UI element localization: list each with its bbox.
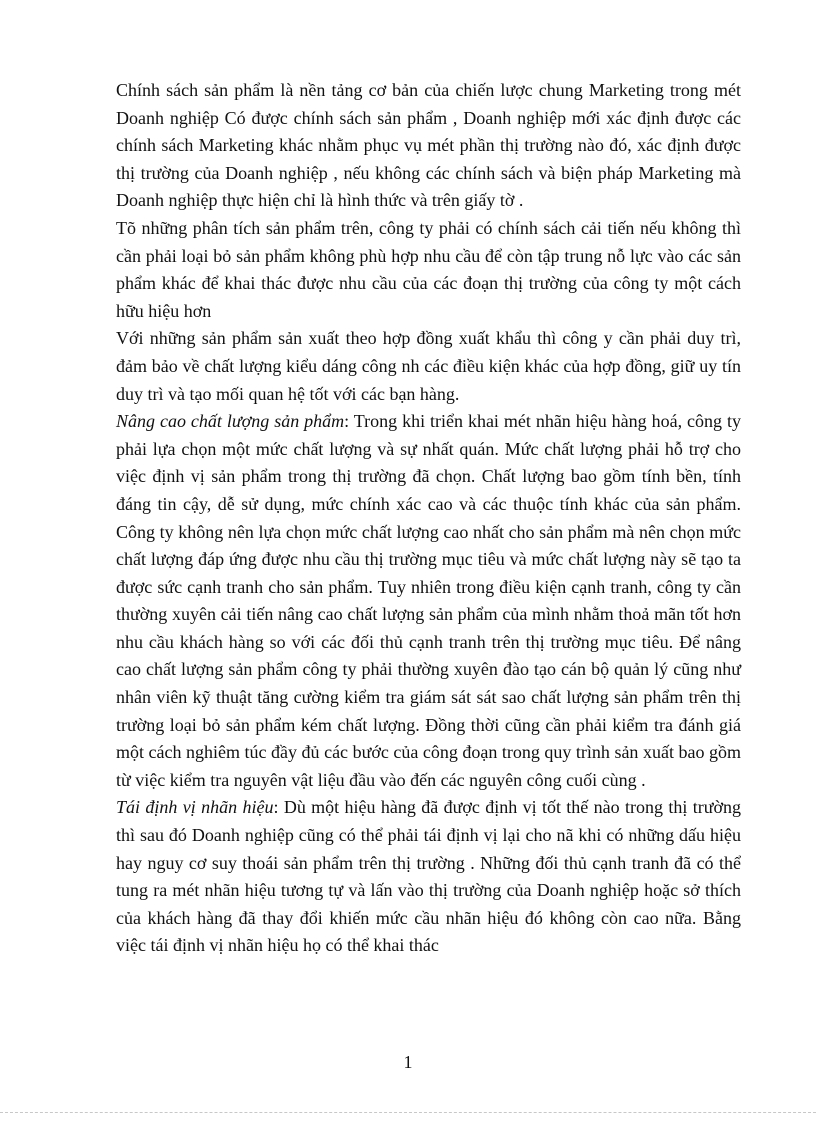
paragraph-text: Với những sản phẩm sản xuất theo hợp đồng xuất khẩu thì công y cần phải duy trì, đảm bảo về chất lượng kiểu dáng công nh các điều kiện khác của hợp đồng, giữ uy tín duy trì và tạo mối quan hệ tốt với các bạn hàng. <box>116 328 741 404</box>
page-bottom-divider <box>0 1112 816 1113</box>
paragraph-product-analysis <box>116 215 741 325</box>
paragraph-product-policy <box>116 77 741 215</box>
paragraph-export-contract <box>116 325 741 408</box>
paragraph-text: Chính sách sản phẩm là nền tảng cơ bản của chiến lược chung Marketing trong mét Doanh nghiệp Có được chính sách sản phẩm , Doanh nghiệp mới xác định được các chính sách Marketing khác nhằm phục vụ mét phần thị trường nào đó, xác định được thị trường của Doanh nghiệp , nếu không các chính sách và biện pháp Marketing mà Doanh nghiệp thực hiện chỉ là hình thức và trên giấy tờ . <box>116 80 741 211</box>
body-text <box>116 77 741 960</box>
paragraph-quality-improvement <box>116 408 741 794</box>
paragraph-text: : Trong khi triển khai mét nhãn hiệu hàng hoá, công ty phải lựa chọn một mức chất lượng và sự nhất quán. Mức chất lượng phải hỗ trợ cho việc định vị sản phẩm trong thị trường đã chọn. Chất lượng bao gồm tính bền, tính đáng tin cậy, dễ sử dụng, mức chính xác cao và các thuộc tính khác của sản phẩm. Công ty không nên lựa chọn mức chất lượng cao nhất cho sản phẩm mà nên chọn mức chất lượng đáp ứng được nhu cầu thị trường mục tiêu và mức chất lượng này sẽ tạo ta được sức cạnh tranh cho sản phẩm. Tuy nhiên trong điều kiện cạnh tranh, công ty cần thường xuyên cải tiến nâng cao chất lượng sản phẩm của mình nhằm thoả mãn tốt hơn nhu cầu khách hàng so với các đối thủ cạnh tranh trên thị trường mục tiêu. Để nâng cao chất lượng sản phẩm công ty phải thường xuyên đào tạo cán bộ quản lý cũng như nhân viên kỹ thuật tăng cường kiểm tra giám sát sát sao chất lượng sản phẩm trên thị trường loại bỏ sản phẩm kém chất lượng. Đồng thời cũng cần phải kiểm tra đánh giá một cách nghiêm túc đầy đủ các bước của công đoạn trong quy trình sản xuất bao gồm từ việc kiểm tra nguyên vật liệu đầu vào đến các nguyên công cuối cùng . <box>116 411 741 790</box>
paragraph-lead-italic: Nâng cao chất lượng sản phẩm <box>116 411 345 432</box>
paragraph-lead-italic: Tái định vị nhãn hiệu <box>116 797 274 818</box>
paragraph-text: : Dù một hiệu hàng đã được định vị tốt thế nào trong thị trường thì sau đó Doanh nghiệp cũng có thể phải tái định vị lại cho nã khi có những dấu hiệu hay nguy cơ suy thoái sản phẩm trên thị trường . Những đối thủ cạnh tranh đã có thể tung ra mét nhãn hiệu tương tự và lấn vào thị trường của Doanh nghiệp hoặc sở thích của khách hàng đã thay đổi khiến mức cầu nhãn hiệu đó không còn cao nữa. Bằng việc tái định vị nhãn hiệu họ có thể khai thác <box>116 797 742 956</box>
page-number: 1 <box>403 1052 413 1072</box>
paragraph-brand-repositioning <box>116 794 741 960</box>
paragraph-text: Tõ những phân tích sản phẩm trên, công ty phải có chính sách cải tiến nếu không thì cần phải loại bỏ sản phẩm không phù hợp nhu cầu để còn tập trung nỗ lực vào các sản phẩm khác để khai thác được nhu cầu của các đoạn thị trường của công ty một cách hữu hiệu hơn <box>116 217 741 321</box>
